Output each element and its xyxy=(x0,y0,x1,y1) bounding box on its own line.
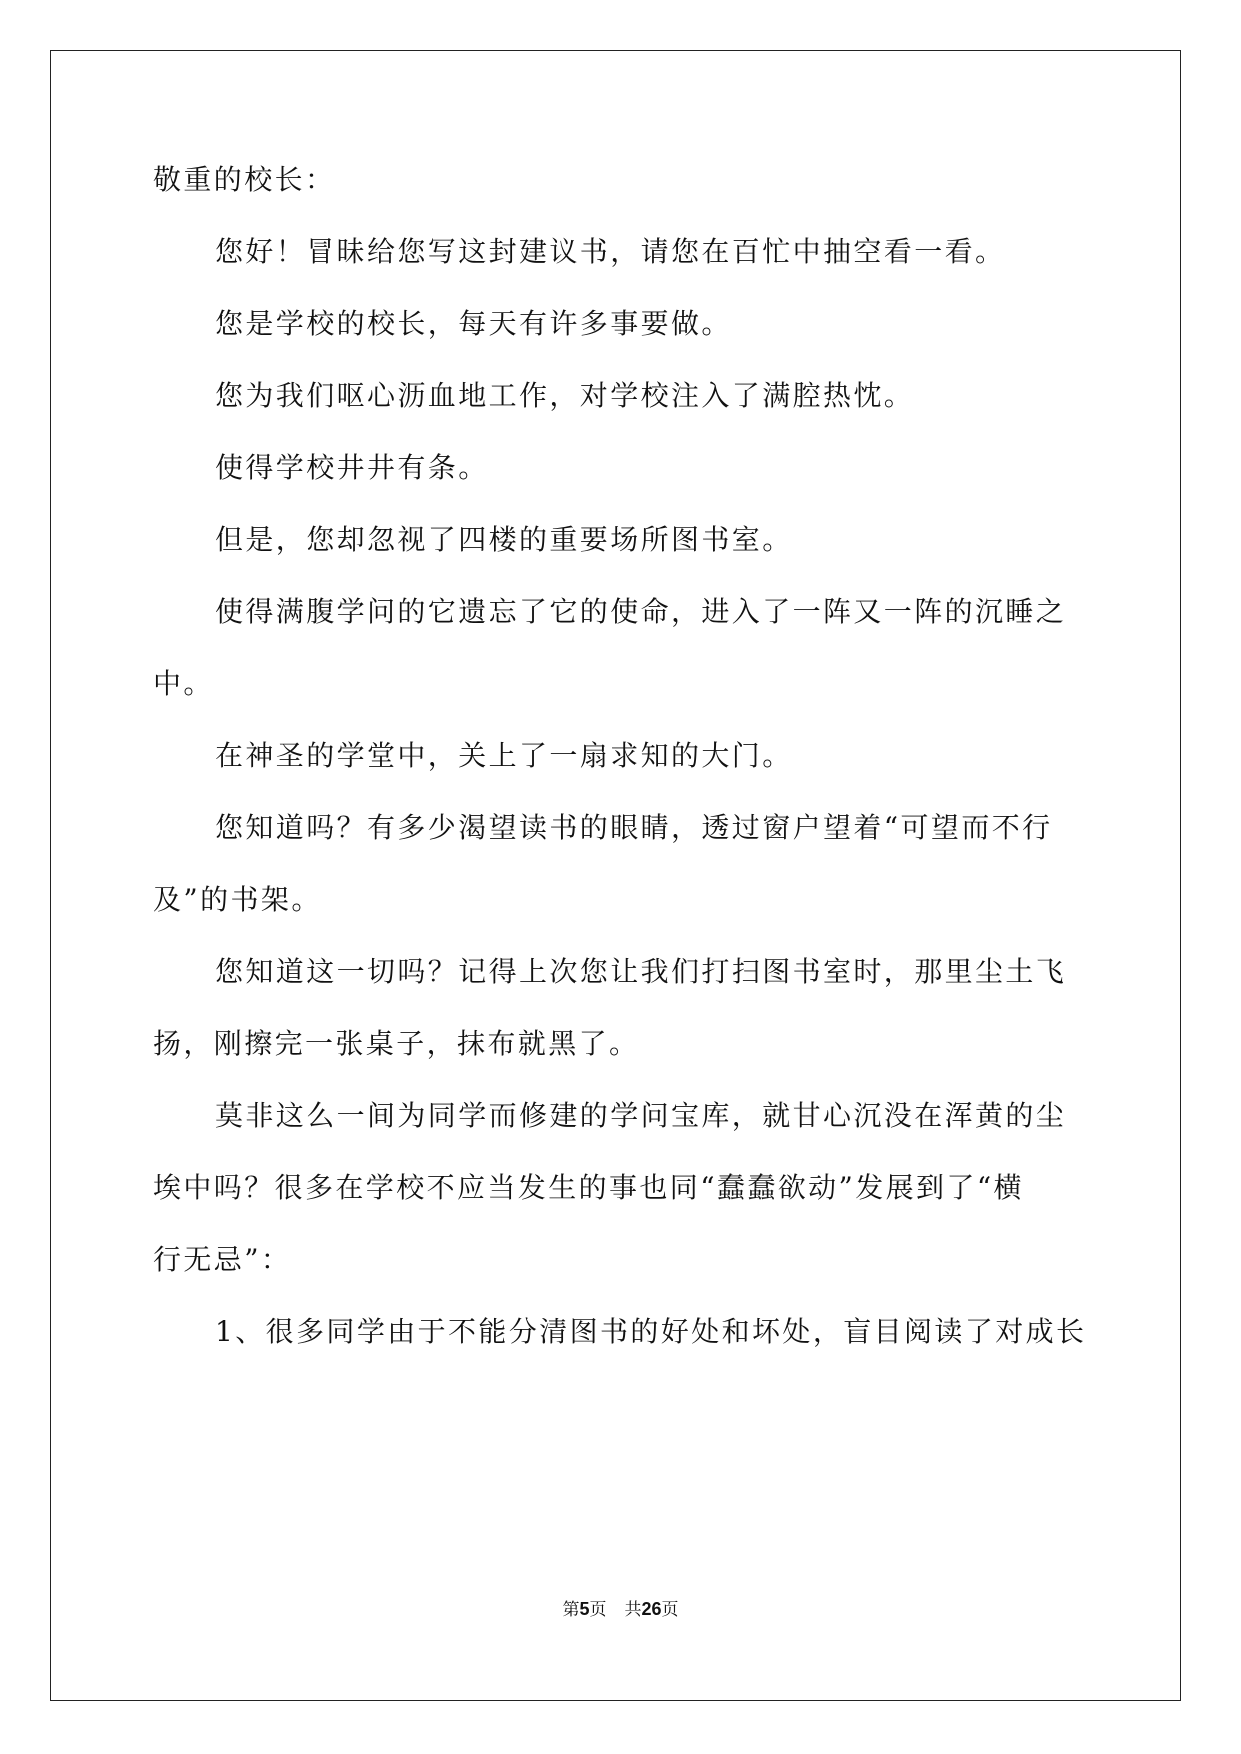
page-footer xyxy=(0,1597,1241,1622)
page-suffix: 页 xyxy=(589,1600,607,1620)
paragraph-line: 您知道这一切吗？记得上次您让我们打扫图书室时，那里尘土飞 xyxy=(215,955,1067,988)
paragraph-line: 埃中吗？很多在学校不应当发生的事也同“蠢蠢欲动”发展到了“横 xyxy=(153,1171,1024,1204)
paragraph-line: 莫非这么一间为同学而修建的学问宝库，就甘心沉没在浑黄的尘 xyxy=(215,1099,1067,1132)
paragraph-line: 您为我们呕心沥血地工作，对学校注入了满腔热忱。 xyxy=(215,379,915,412)
total-prefix: 共 xyxy=(624,1600,642,1620)
paragraph-line: 扬，刚擦完一张桌子，抹布就黑了。 xyxy=(153,1027,640,1060)
page-prefix: 第 xyxy=(562,1600,580,1620)
paragraph-line: 使得满腹学问的它遗忘了它的使命，进入了一阵又一阵的沉睡之 xyxy=(215,595,1067,628)
paragraph-line: 1、很多同学由于不能分清图书的好处和坏处，盲目阅读了对成长 xyxy=(215,1315,1087,1348)
paragraph-line: 在神圣的学堂中，关上了一扇求知的大门。 xyxy=(215,739,793,772)
paragraph-line: 行无忌”： xyxy=(153,1243,292,1276)
total-pages: 26 xyxy=(641,1599,662,1619)
page-border xyxy=(50,50,1181,1701)
paragraph-line: 及”的书架。 xyxy=(153,883,322,916)
paragraph-line: 您知道吗？有多少渴望读书的眼睛，透过窗户望着“可望而不行 xyxy=(215,811,1053,844)
paragraph-line: 但是，您却忽视了四楼的重要场所图书室。 xyxy=(215,523,793,556)
paragraph-line: 中。 xyxy=(153,667,214,700)
salutation: 敬重的校长： xyxy=(153,163,336,196)
page-number: 5 xyxy=(579,1599,590,1619)
paragraph-line: 您好！冒昧给您写这封建议书，请您在百忙中抽空看一看。 xyxy=(215,235,1006,268)
paragraph-line: 使得学校井井有条。 xyxy=(215,451,489,484)
total-suffix: 页 xyxy=(661,1600,679,1620)
paragraph-line: 您是学校的校长，每天有许多事要做。 xyxy=(215,307,732,340)
